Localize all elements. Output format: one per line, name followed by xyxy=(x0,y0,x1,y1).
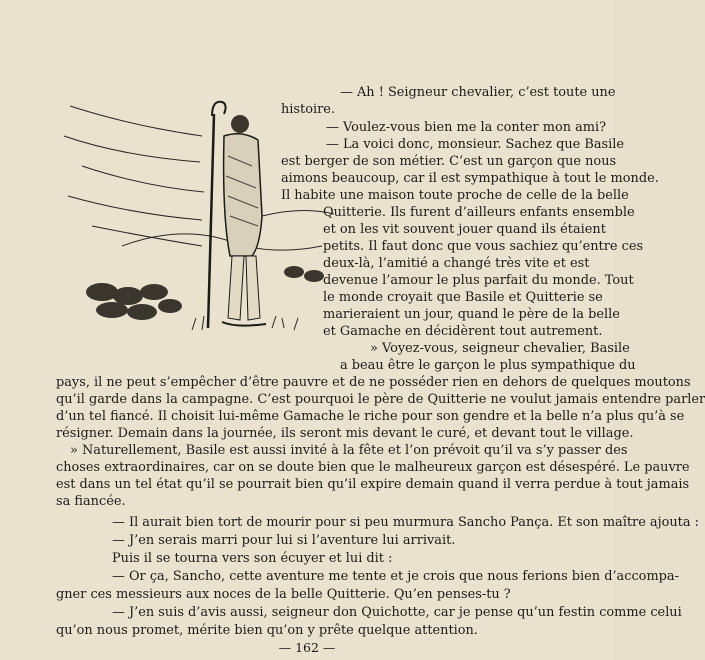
text-line: et Gamache en décidèrent tout autrement. xyxy=(323,324,603,339)
text-line: marieraient un jour, quand le père de la belle xyxy=(323,307,620,322)
text-line: est berger de son métier. C’est un garçon que nous xyxy=(281,154,617,169)
text-line: — La voici donc, monsieur. Sachez que Basile xyxy=(326,137,625,152)
text-line: histoire. xyxy=(281,102,335,117)
text-line: — Or ça, Sancho, cette aventure me tente et je crois que nous ferions bien d’accompa- xyxy=(112,569,679,584)
text-line: Il habite une maison toute proche de celle de la belle xyxy=(281,188,629,203)
text-line: pays, il ne peut s’empêcher d’être pauvre et de ne posséder rien en dehors de quelques moutons xyxy=(56,375,691,390)
sheep-flock xyxy=(86,266,324,320)
wind-lines xyxy=(64,106,204,246)
text-line: » Naturellement, Basile est aussi invité à la fête et l’on prévoit qu’il va s’y passer des xyxy=(70,443,628,458)
text-line: le monde croyait que Basile et Quitterie se xyxy=(323,290,603,305)
text-line: sa fiancée. xyxy=(56,494,126,509)
text-line: résigner. Demain dans la journée, ils seront mis devant le curé, et devant tout le village. xyxy=(56,426,634,441)
text-line: — Ah ! Seigneur chevalier, c’est toute une xyxy=(340,85,616,100)
text-line: — J’en suis d’avis aussi, seigneur don Quichotte, car je pense qu’un festin comme celui xyxy=(112,605,682,620)
text-line: » Voyez-vous, seigneur chevalier, Basile xyxy=(370,341,630,356)
text-line: et on les vit souvent jouer quand ils étaient xyxy=(323,222,606,237)
text-line: qu’il garde dans la campagne. C’est pourquoi le père de Quitterie ne voulut jamais entendre parler xyxy=(56,392,705,407)
text-line: — Il aurait bien tort de mourir pour si peu murmura Sancho Pança. Et son maître ajouta : xyxy=(112,515,699,530)
text-line: d’un tel fiancé. Il choisit lui-même Gamache le riche pour son gendre et la belle n’a plus qu’à se xyxy=(56,409,685,424)
text-line: — J’en serais marri pour lui si l’aventure lui arrivait. xyxy=(112,533,456,548)
text-line: est dans un tel état qu’il se pourrait bien qu’il expire demain quand il verra perdue à tout jamais xyxy=(56,477,690,492)
shepherd-illustration xyxy=(62,96,334,334)
shepherd-figure xyxy=(208,102,266,328)
text-line: petits. Il faut donc que vous sachiez qu’entre ces xyxy=(323,239,644,254)
text-line: Puis il se tourna vers son écuyer et lui dit : xyxy=(112,551,393,566)
text-line: choses extraordinaires, car on se doute bien que le malheureux garçon est désespéré. Le pauvre xyxy=(56,460,690,475)
text-line: qu’on nous promet, mérite bien qu’on y prête quelque attention. xyxy=(56,623,478,638)
text-line: deux-là, l’amitié a changé très vite et est xyxy=(323,256,590,271)
text-line: devenue l’amour le plus parfait du monde. Tout xyxy=(323,273,634,288)
text-line: Quitterie. Ils furent d’ailleurs enfants ensemble xyxy=(323,205,635,220)
text-line: aimons beaucoup, car il est sympathique à tout le monde. xyxy=(281,171,659,186)
text-line: a beau être le garçon le plus sympathique du xyxy=(340,358,636,373)
text-line: gner ces messieurs aux noces de la belle Quitterie. Qu’en penses-tu ? xyxy=(56,587,511,602)
text-line: — Voulez-vous bien me la conter mon ami? xyxy=(326,120,607,135)
page-number: — 162 — xyxy=(278,640,336,655)
